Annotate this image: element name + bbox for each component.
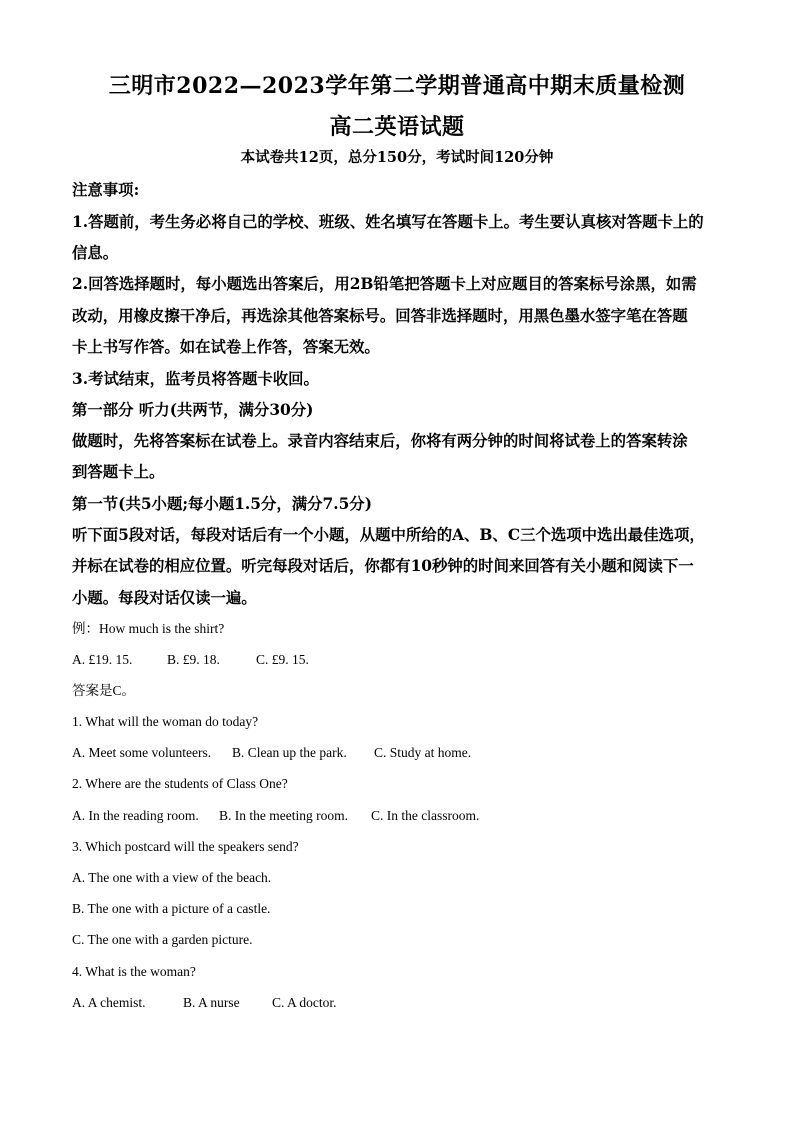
part1-instruction-line-2: 到答题卡上。: [72, 463, 165, 481]
part1-heading: 第一部分 听力(共两节，满分30分): [72, 401, 314, 419]
question-3-option-b: B. The one with a picture of a castle.: [72, 901, 271, 916]
part1-instruction-line-1: 做题时，先将答案标在试卷上。录音内容结束后，你将有两分钟的时间将试卷上的答案转涂: [72, 432, 688, 450]
example-answer: 答案是C。: [72, 683, 136, 698]
question-1-option-c: C. Study at home.: [374, 745, 472, 760]
example-options: [72, 653, 309, 667]
question-3-option-c: C. The one with a garden picture.: [72, 932, 253, 947]
note-2-line-3: 卡上书写作答。如在试卷上作答，答案无效。: [72, 338, 380, 356]
note-1-line-1: 1.答题前，考生务必将自己的学校、班级、姓名填写在答题卡上。考生要认真核对答题卡上的: [72, 213, 704, 231]
example-option-a: A. £19. 15.: [72, 652, 133, 667]
notes-heading: 注意事项:: [72, 181, 140, 199]
exam-title: 三明市2022—2023学年第二学期普通高中期末质量检测: [108, 73, 686, 99]
example-option-b: B. £9. 18.: [167, 652, 220, 667]
exam-info: 本试卷共12页，总分150分，考试时间120分钟: [240, 149, 554, 166]
example-option-c: C. £9. 15.: [256, 652, 309, 667]
note-3: 3.考试结束，监考员将答题卡收回。: [72, 370, 319, 388]
question-1-options: [72, 746, 471, 760]
example-question: 例：How much is the shirt?: [72, 621, 225, 636]
question-2: 2. Where are the students of Class One?: [72, 776, 288, 791]
question-2-options: [72, 809, 479, 823]
question-4: 4. What is the woman?: [72, 964, 196, 979]
section1-instruction-line-2: 并标在试卷的相应位置。听完每段对话后，你都有10秒钟的时间来回答有关小题和阅读下一: [72, 557, 694, 575]
exam-subtitle: 高二英语试题: [329, 114, 465, 140]
question-2-option-b: B. In the meeting room.: [219, 808, 348, 823]
question-1-option-b: B. Clean up the park.: [232, 745, 347, 760]
question-3: 3. Which postcard will the speakers send?: [72, 839, 299, 854]
question-1: 1. What will the woman do today?: [72, 714, 259, 729]
question-1-option-a: A. Meet some volunteers.: [72, 745, 212, 760]
question-4-option-b: B. A nurse: [183, 995, 240, 1010]
note-2-line-1: 2.回答选择题时，每小题选出答案后，用2B铅笔把答题卡上对应题目的答案标号涂黑，如需: [72, 275, 697, 293]
question-2-option-a: A. In the reading room.: [72, 808, 199, 823]
note-2-line-2: 改动，用橡皮擦干净后，再选涂其他答案标号。回答非选择题时，用黑色墨水签字笔在答题: [72, 307, 688, 325]
question-4-option-a: A. A chemist.: [72, 995, 146, 1010]
note-1-line-2: 信息。: [72, 244, 119, 262]
question-4-option-c: C. A doctor.: [272, 995, 337, 1010]
question-4-options: [72, 996, 337, 1010]
section1-instruction-line-1: 听下面5段对话，每段对话后有一个小题，从题中所给的A、B、C三个选项中选出最佳选项，: [72, 526, 705, 544]
section1-heading: 第一节(共5小题;每小题1.5分，满分7.5分): [72, 495, 372, 513]
question-2-option-c: C. In the classroom.: [371, 808, 480, 823]
question-3-option-a: A. The one with a view of the beach.: [72, 870, 272, 885]
section1-instruction-line-3: 小题。每段对话仅读一遍。: [72, 589, 257, 607]
